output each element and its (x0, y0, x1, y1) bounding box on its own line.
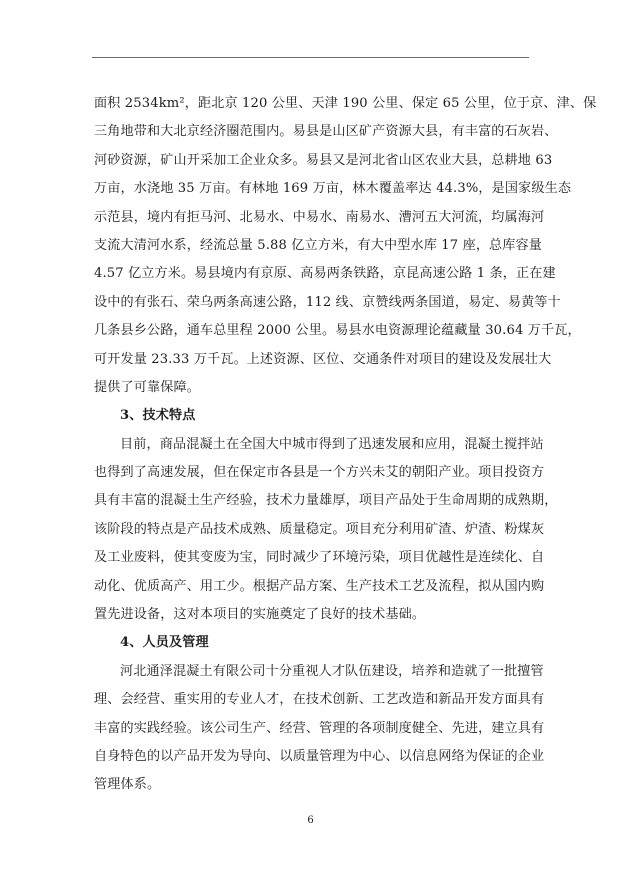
text-line: 示范县，境内有拒马河、北易水、中易水、南易水、漕河五大河流，均属海河 (94, 209, 545, 225)
text-line: 动化、优质高产、用工少。根据产品方案、生产技术工艺及流程，拟从国内购 (94, 578, 545, 594)
text-line: 面积 2534km²，距北京 120 公里、天津 190 公里、保定 65 公里，位于京、津、保 (94, 96, 597, 111)
text-line: 该阶段的特点是产品技术成熟、质量稳定。项目充分利用矿渣、炉渣、粉煤灰 (94, 521, 545, 537)
text-line: 提供了可靠保障。 (94, 379, 200, 395)
text-line: 三角地带和大北京经济圈范围内。易县是山区矿产资源大县，有丰富的石灰岩、 (94, 124, 558, 140)
text-line: 4.57 亿立方米。易县境内有京原、高易两条铁路，京昆高速公路 1 条，正在建 (94, 266, 556, 282)
text-line: 置先进设备，这对本项目的实施奠定了良好的技术基础。 (94, 607, 426, 623)
text-line: 可开发量 23.33 万千瓦。上述资源、区位、交通条件对项目的建设及发展壮大 (94, 351, 552, 367)
section-heading-staff: 4、人员及管理 (120, 635, 209, 651)
text-line: 及工业废料，使其变废为宝，同时减少了环境污染，项目优越性是连续化、自 (94, 550, 545, 566)
text-line: 管理体系。 (94, 777, 161, 793)
text-line: 具有丰富的混凝土生产经验，技术力量雄厚，项目产品处于生命周期的成熟期， (94, 493, 558, 509)
page-number: 6 (307, 815, 314, 826)
body-text (94, 90, 597, 800)
text-line: 河砂资源，矿山开采加工企业众多。易县又是河北省山区农业大县，总耕地 63 (94, 152, 553, 168)
text-line: 丰富的实践经验。该公司生产、经营、管理的各项制度健全、先进，建立具有 (94, 720, 545, 736)
text-line: 自身特色的以产品开发为导向、以质量管理为中心、以信息网络为保证的企业 (94, 748, 545, 764)
text-line: 设中的有张石、荣乌两条高速公路，112 线、京赞线两条国道，易定、易黄等十 (94, 294, 561, 310)
text-line: 万亩，水浇地 35 万亩。有林地 169 万亩，林木覆盖率达 44.3%，是国家级生态 (94, 181, 572, 197)
text-line: 理、会经营、重实用的专业人才，在技术创新、工艺改造和新品开发方面具有 (94, 692, 545, 708)
text-line: 河北通泽混凝土有限公司十分重视人才队伍建设，培养和造就了一批擅管 (120, 663, 544, 679)
text-line: 支流大清河水系，经流总量 5.88 亿立方米，有大中型水库 17 座，总库容量 (94, 237, 543, 253)
text-line: 目前，商品混凝土在全国大中城市得到了迅速发展和应用，混凝土搅拌站 (120, 436, 544, 452)
text-line: 几条县乡公路，通车总里程 2000 公里。易县水电资源理论蕴藏量 30.64 万千瓦， (94, 323, 581, 339)
header-rule (92, 57, 529, 58)
section-heading-tech: 3、技术特点 (120, 408, 196, 424)
text-line: 也得到了高速发展，但在保定市各县是一个方兴未艾的朝阳产业。项目投资方 (94, 465, 545, 481)
